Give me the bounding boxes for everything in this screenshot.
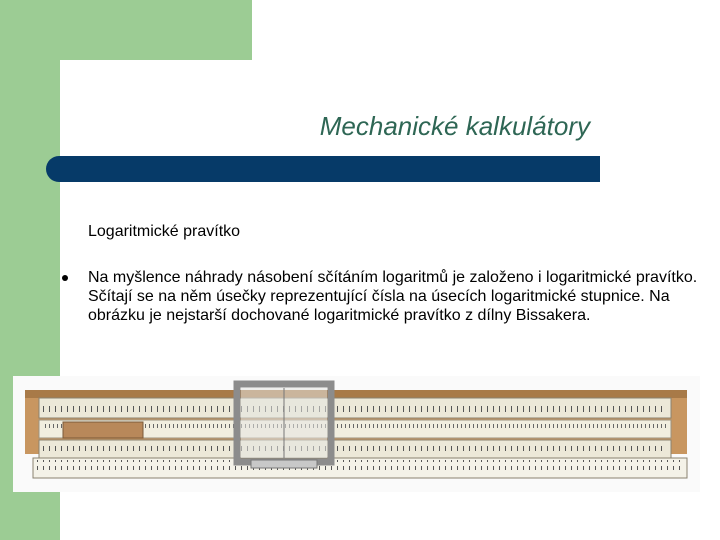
bullet-dot-icon <box>62 275 68 281</box>
slide-subheading: Logaritmické pravítko <box>88 223 241 240</box>
slide-rule-photo <box>13 376 700 492</box>
bullet-text: Na myšlence náhrady násobení sčítáním logaritmů je založeno i logaritmické pravítko. Sčítají se na něm úsečky reprezentující čísla na úsecích logaritmické stupnice. Na obrázku je nejstarší dochované logaritmické pravítko z dílny Bissakera. <box>88 269 698 324</box>
title-underline-bar <box>46 156 600 182</box>
decorative-green-top-block <box>0 0 252 60</box>
slide-title: Mechanické kalkulátory <box>319 111 590 141</box>
